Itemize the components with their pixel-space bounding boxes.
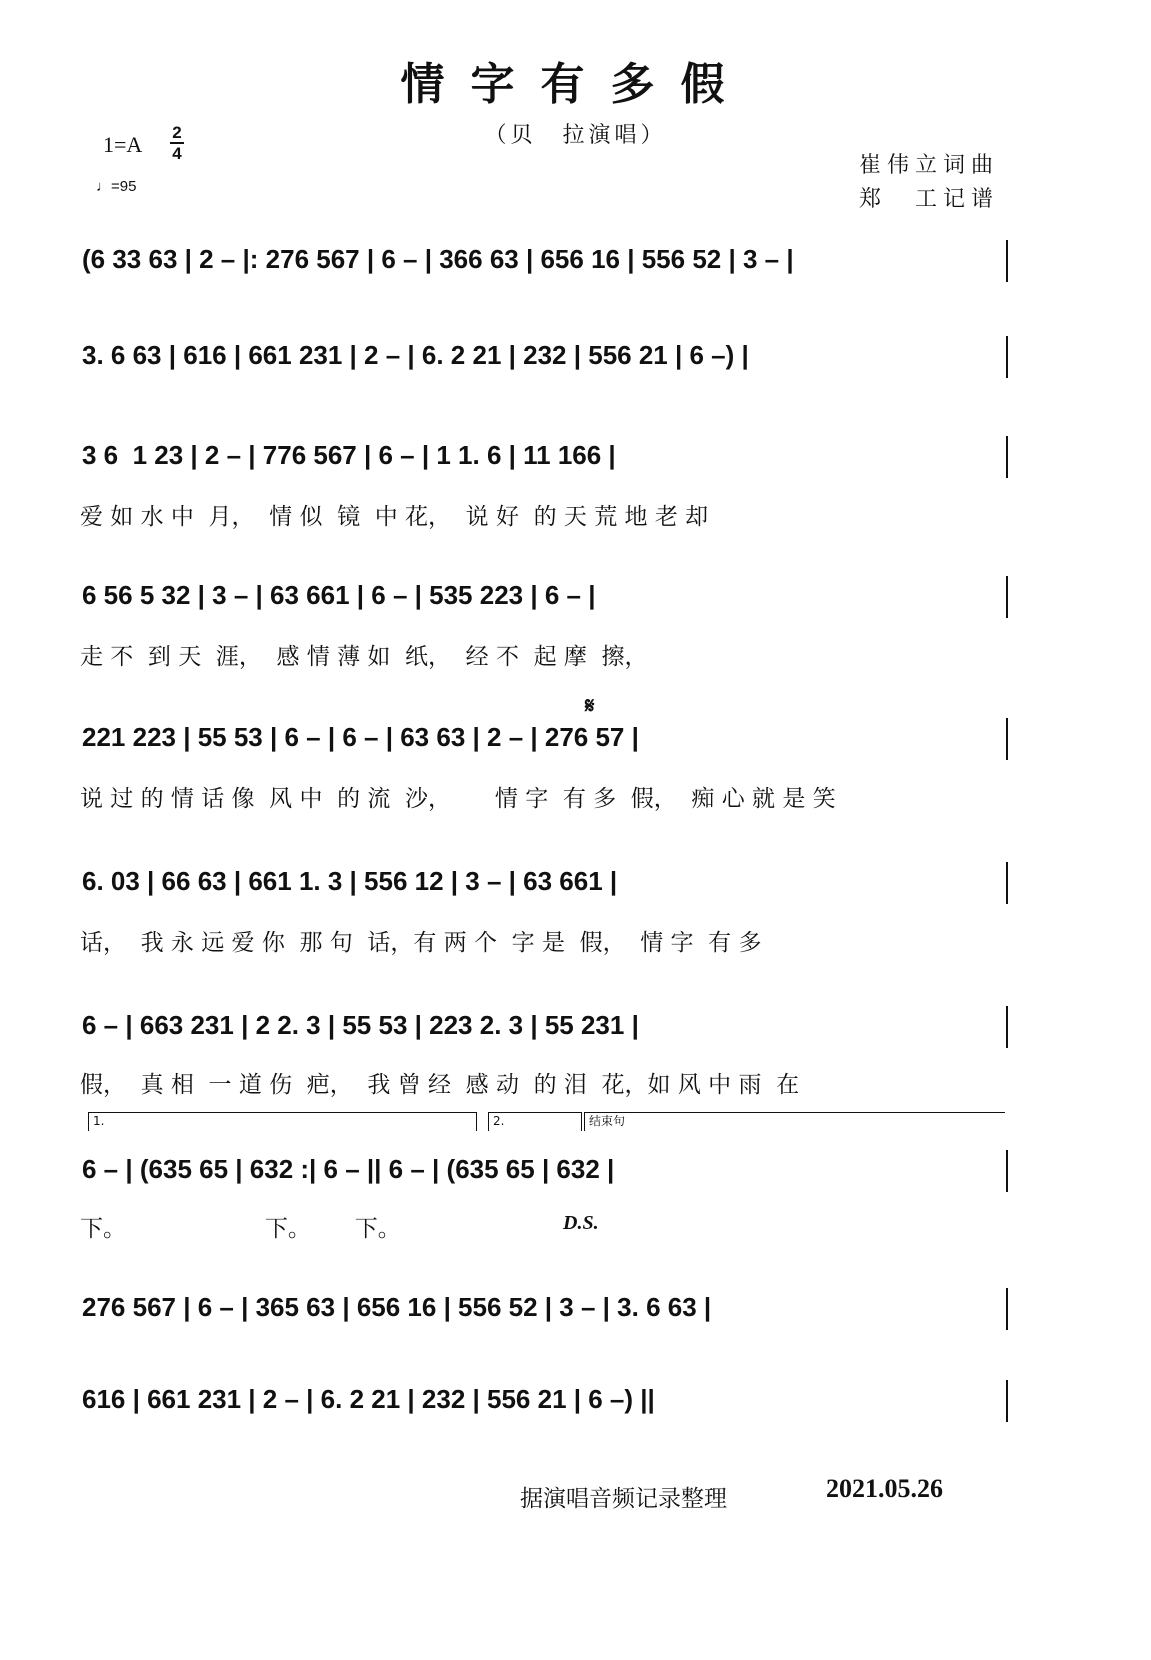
notation-line: 276 567 | 6 – | 365 63 | 656 16 | 556 52 | 3 – | 3. 6 63 | [82, 1292, 712, 1322]
time-signature [170, 124, 184, 162]
volta-second: 2. [488, 1112, 582, 1131]
transcriber-credit: 郑 工记谱 [858, 187, 999, 212]
notation-line: 221 223 | 55 53 | 6 – | 6 – | 63 63 | 2 – | 276 57 | [82, 722, 639, 752]
system-end-barline [1006, 240, 1008, 282]
lyric-line: 走 不 到 天 涯， 感 情 薄 如 纸， 经 不 起 摩 擦， [80, 644, 648, 670]
segno-sign: 𝄋 [585, 694, 595, 719]
key-signature: 1=A [103, 132, 143, 157]
lyricist-credit: 崔伟立词曲 [858, 153, 999, 178]
lyric-line: 说 过 的 情 话 像 风 中 的 流 沙， 情 字 有 多 假， 痴 心 就 是 笑 [80, 786, 836, 812]
system-end-barline [1006, 1380, 1008, 1422]
notation-line: 3 6 1 23 | 2 – | 776 567 | 6 – | 1 1. 6 | 11 166 | [82, 440, 616, 470]
system-end-barline [1006, 1006, 1008, 1048]
singer-line: （贝 拉演唱） [484, 123, 667, 148]
volta-first: 1. [88, 1112, 477, 1131]
lyric-line: 假， 真 相 一 道 伤 疤， 我 曾 经 感 动 的 泪 花，如 风 中 雨 在 [80, 1072, 800, 1098]
system-end-barline [1006, 336, 1008, 378]
notation-line: (6 33 63 | 2 – |: 276 567 | 6 – | 366 63 | 656 16 | 556 52 | 3 – | [82, 244, 794, 274]
notation-line: 6 56 5 32 | 3 – | 63 661 | 6 – | 535 223 | 6 – | [82, 580, 596, 610]
notation-line: 3. 6 63 | 616 | 661 231 | 2 – | 6. 2 21 | 232 | 556 21 | 6 –) | [82, 340, 749, 370]
page-title: 情字有多假 [400, 59, 751, 110]
lyric-line: 话， 我 永 远 爱 你 那 句 话，有 两 个 字 是 假， 情 字 有 多 [80, 930, 762, 956]
lyric-line: 下。 下。 下。 [80, 1216, 401, 1242]
tempo-marking: ♩=95 [96, 178, 137, 195]
footer-date: 2021.05.26 [826, 1474, 943, 1503]
time-signature-bottom: 4 [172, 144, 182, 163]
system-end-barline [1006, 576, 1008, 618]
notation-line: 6 – | 663 231 | 2 2. 3 | 55 53 | 223 2. 3 | 55 231 | [82, 1010, 639, 1040]
ds-marking: D.S. [563, 1212, 599, 1234]
lyric-line: 爱 如 水 中 月， 情 似 镜 中 花， 说 好 的 天 荒 地 老 却 [80, 504, 709, 530]
footer-note: 据演唱音频记录整理 [520, 1486, 727, 1512]
volta-ending: 结束句 [584, 1112, 1005, 1131]
system-end-barline [1006, 718, 1008, 760]
notation-line: 6 – | (635 65 | 632 :| 6 – || 6 – | (635 65 | 632 | [82, 1154, 615, 1184]
time-signature-top: 2 [172, 123, 182, 142]
system-end-barline [1006, 862, 1008, 904]
notation-line: 616 | 661 231 | 2 – | 6. 2 21 | 232 | 556 21 | 6 –) || [82, 1384, 655, 1414]
system-end-barline [1006, 1150, 1008, 1192]
notation-line: 6. 03 | 66 63 | 661 1. 3 | 556 12 | 3 – | 63 661 | [82, 866, 618, 896]
system-end-barline [1006, 436, 1008, 478]
system-end-barline [1006, 1288, 1008, 1330]
